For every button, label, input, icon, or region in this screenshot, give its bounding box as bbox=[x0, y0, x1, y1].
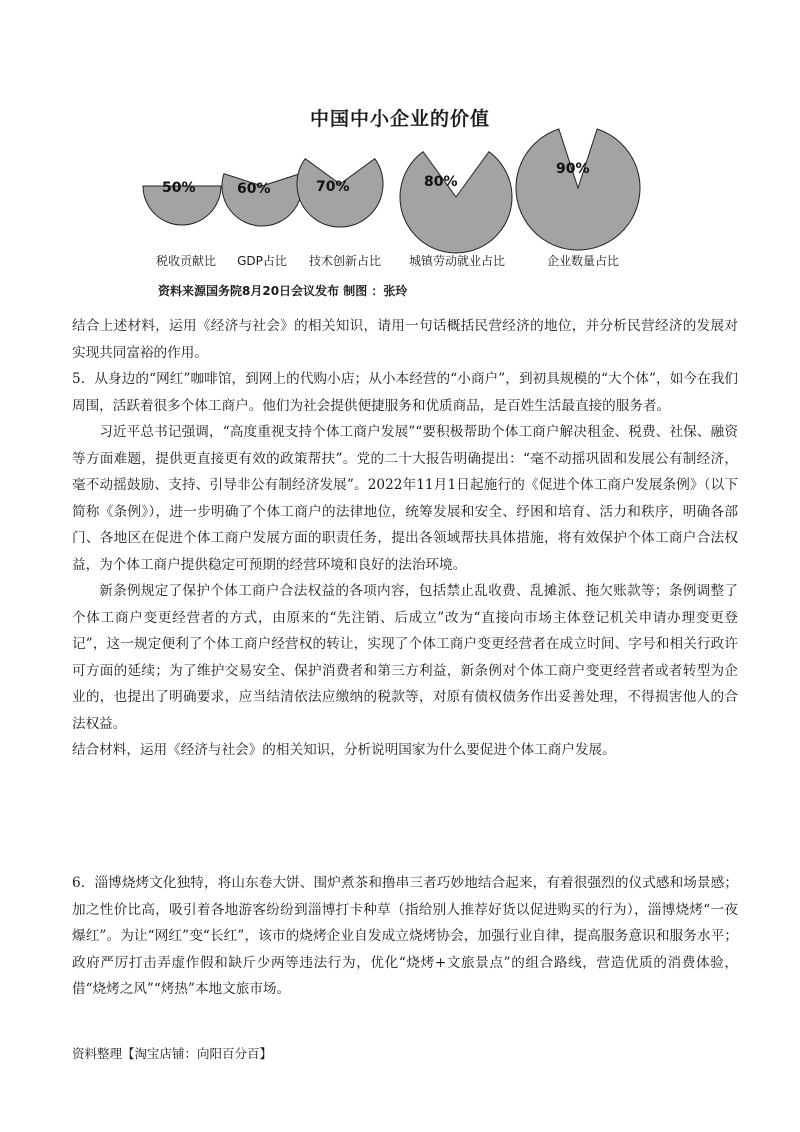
pie-slice bbox=[400, 152, 512, 253]
question-6 bbox=[72, 870, 738, 1003]
question-4-prompt bbox=[72, 313, 738, 366]
pie-slice bbox=[516, 129, 640, 250]
paragraph: 新条例规定了保护个体工商户合法权益的各项内容，包括禁止乱收费、乱摊派、拖欠账款等；条例调整了个体工商户变更经营者的方式，由原来的“先注销、后成立”改为“直接向市场主体登记机关申请办理变更登记”，这一规定便利了个体工商户经营权的转让，实现了个体工商户变更经营者在成立时间、字号和相关行政许可方面的延续；为了维护交易安全、保护消费者和第三方利益，新条例对个体工商户变更经营者或者转型为企业的，也提出了明确要求，应当结清依法应缴纳的税款等，对原有债权债务作出妥善处理，不得损害他人的合法权益。 bbox=[72, 583, 738, 732]
paragraph: 5．从身边的“网红”咖啡馆，到网上的代购小店；从小本经营的“小商户”，到初具规模的“大个体”，如今在我们周围，活跃着很多个体工商户。他们为社会提供便捷服务和优质商品，是百姓生活最直接的服务者。 bbox=[72, 371, 738, 414]
pie-value-label: 80% bbox=[424, 174, 458, 190]
pie-value-label: 70% bbox=[316, 179, 350, 195]
paragraph: 6．淄博烧烤文化独特，将山东卷大饼、围炉煮茶和撸串三者巧妙地结合起来，有着很强烈的仪式感和场景感；加之性价比高，吸引着各地游客纷纷到淄博打卡种草（指给别人推荐好货以促进购买的行为），淄博烧烤“一夜爆红”。为让“网红”变“长红”，该市的烧烤企业自发成立烧烤协会，加强行业自律，提高服务意识和服务水平；政府严厉打击弄虚作假和缺斤少两等违法行为，优化“烧烤+文旅景点”的组合路线，营造优质的消费体验，借“烧烤之风”“烤热”本地文旅市场。 bbox=[72, 875, 738, 997]
chart-title: 中国中小企业的价值 bbox=[309, 108, 490, 130]
paragraph: 结合上述材料，运用《经济与社会》的相关知识，请用一句话概括民营经济的地位，并分析民营经济的发展对实现共同富裕的作用。 bbox=[72, 318, 738, 361]
category-label: 税收贡献比 bbox=[155, 254, 217, 268]
question-5 bbox=[72, 366, 738, 764]
paragraph: 结合材料，运用《经济与社会》的相关知识，分析说明国家为什么要促进个体工商户发展。 bbox=[72, 742, 616, 758]
pie-value-label: 90% bbox=[556, 161, 590, 177]
category-label: GDP占比 bbox=[237, 254, 287, 268]
source-note: 资料来源国务院8月20日会议发布 制图 ：张玲 bbox=[158, 284, 408, 298]
pie-chart-row bbox=[0, 0, 800, 320]
pie-value-label: 50% bbox=[162, 180, 196, 196]
footer-note: 资料整理【淘宝店铺：向阳百分百】 bbox=[72, 1046, 273, 1061]
category-label: 城镇劳动就业占比 bbox=[408, 254, 506, 268]
pie-value-label: 60% bbox=[237, 181, 271, 197]
category-label: 企业数量占比 bbox=[546, 254, 620, 268]
category-label: 技术创新占比 bbox=[308, 254, 382, 268]
paragraph: 习近平总书记强调，“高度重视支持个体工商户发展”“要积极帮助个体工商户解决租金、税费、社保、融资等方面难题，提供更直接更有效的政策帮扶”。党的二十大报告明确提出：“毫不动摇巩固和发展公有制经济，毫不动摇鼓励、支持、引导非公有制经济发展”。2022年11月1日起施行的《促进个体工商户发展条例》（以下简称《条例》），进一步明确了个体工商户的法律地位，统筹发展和安全、纾困和培育、活力和秩序，明确各部门、各地区在促进个体工商户发展方面的职责任务，提出各领域帮扶具体措施，将有效保护个体工商户合法权益，为个体工商户提供稳定可预期的经营环境和良好的法治环境。 bbox=[72, 424, 738, 573]
